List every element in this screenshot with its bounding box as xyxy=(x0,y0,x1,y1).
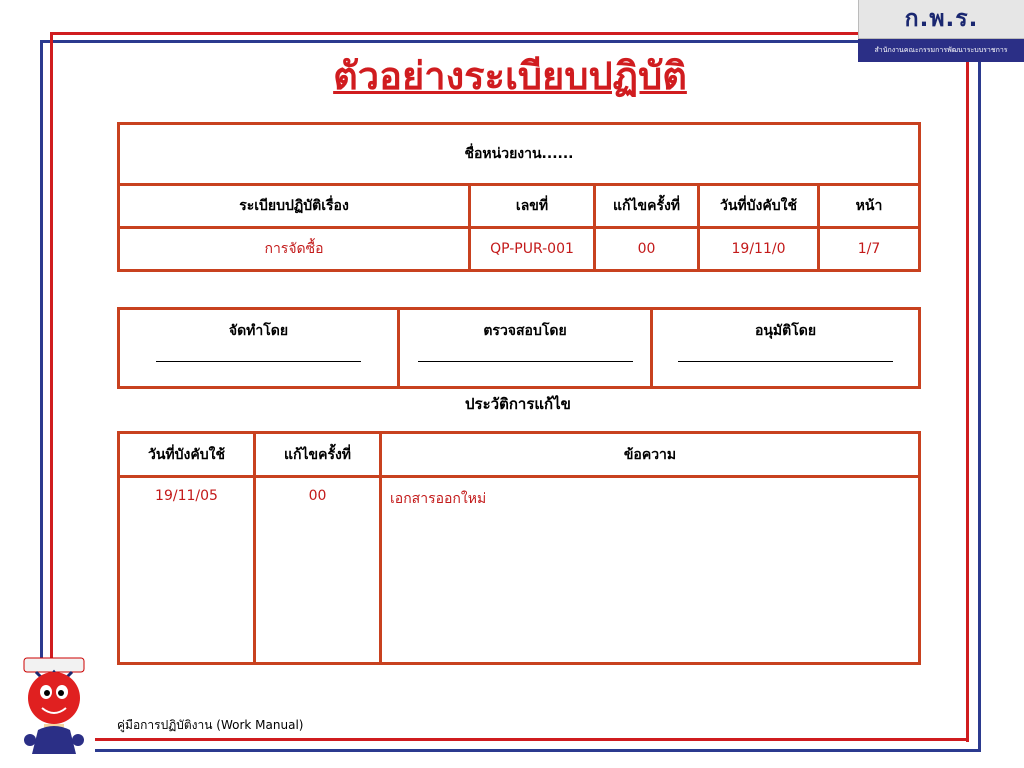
col-number: เลขที่ xyxy=(470,185,595,228)
footer-caption: คู่มือการปฏิบัติงาน (Work Manual) xyxy=(117,718,304,732)
mascot-icon xyxy=(16,656,92,756)
revision-history-title: ประวัติการแก้ไข xyxy=(465,395,571,413)
frame-top-blue xyxy=(40,40,858,43)
history-effective-date-value: 19/11/05 xyxy=(119,477,255,664)
page-value: 1/7 xyxy=(819,228,920,271)
approved-by-label: อนุมัติโดย xyxy=(754,323,817,339)
approved-by-signature-line xyxy=(678,360,893,362)
procedure-subject-value: การจัดซื้อ xyxy=(119,228,470,271)
brand-logo xyxy=(858,0,1024,62)
revision-value: 00 xyxy=(595,228,699,271)
reviewed-by-signature-line xyxy=(418,360,633,362)
number-value: QP-PUR-001 xyxy=(470,228,595,271)
history-revision-value: 00 xyxy=(255,477,381,664)
prepared-by-label: จัดทำโดย xyxy=(228,323,289,339)
approval-table xyxy=(117,307,921,389)
frame-bottom-blue xyxy=(95,749,981,752)
frame-right-blue xyxy=(978,62,981,752)
col-revision: แก้ไขครั้งที่ xyxy=(595,185,699,228)
frame-top-red xyxy=(50,32,858,35)
col-page: หน้า xyxy=(819,185,920,228)
brand-abbrev: ก.พ.ร. xyxy=(858,0,1024,39)
history-col-revision: แก้ไขครั้งที่ xyxy=(255,433,381,477)
prepared-by-signature-line xyxy=(156,360,361,362)
procedure-header-table xyxy=(117,122,921,272)
reviewed-by-label: ตรวจสอบโดย xyxy=(483,323,567,339)
history-col-effective-date: วันที่บังคับใช้ xyxy=(119,433,255,477)
col-procedure-subject: ระเบียบปฏิบัติเรื่อง xyxy=(119,185,470,228)
frame-right-red xyxy=(966,62,969,742)
frame-left-blue xyxy=(40,40,43,668)
reviewed-by-cell xyxy=(399,309,652,388)
frame-bottom-red xyxy=(95,738,969,741)
history-message-value: เอกสารออกใหม่ xyxy=(381,477,920,664)
prepared-by-cell xyxy=(119,309,399,388)
frame-left-red xyxy=(50,32,53,668)
col-effective-date: วันที่บังคับใช้ xyxy=(699,185,819,228)
unit-name-label: ชื่อหน่วยงาน...... xyxy=(119,124,920,185)
page-title: ตัวอย่างระเบียบปฏิบัติ xyxy=(333,54,687,98)
revision-history-table xyxy=(117,431,921,665)
effective-date-value: 19/11/0 xyxy=(699,228,819,271)
history-col-message: ข้อความ xyxy=(381,433,920,477)
brand-office-name: สำนักงานคณะกรรมการพัฒนาระบบราชการ xyxy=(858,39,1024,62)
approved-by-cell xyxy=(652,309,920,388)
